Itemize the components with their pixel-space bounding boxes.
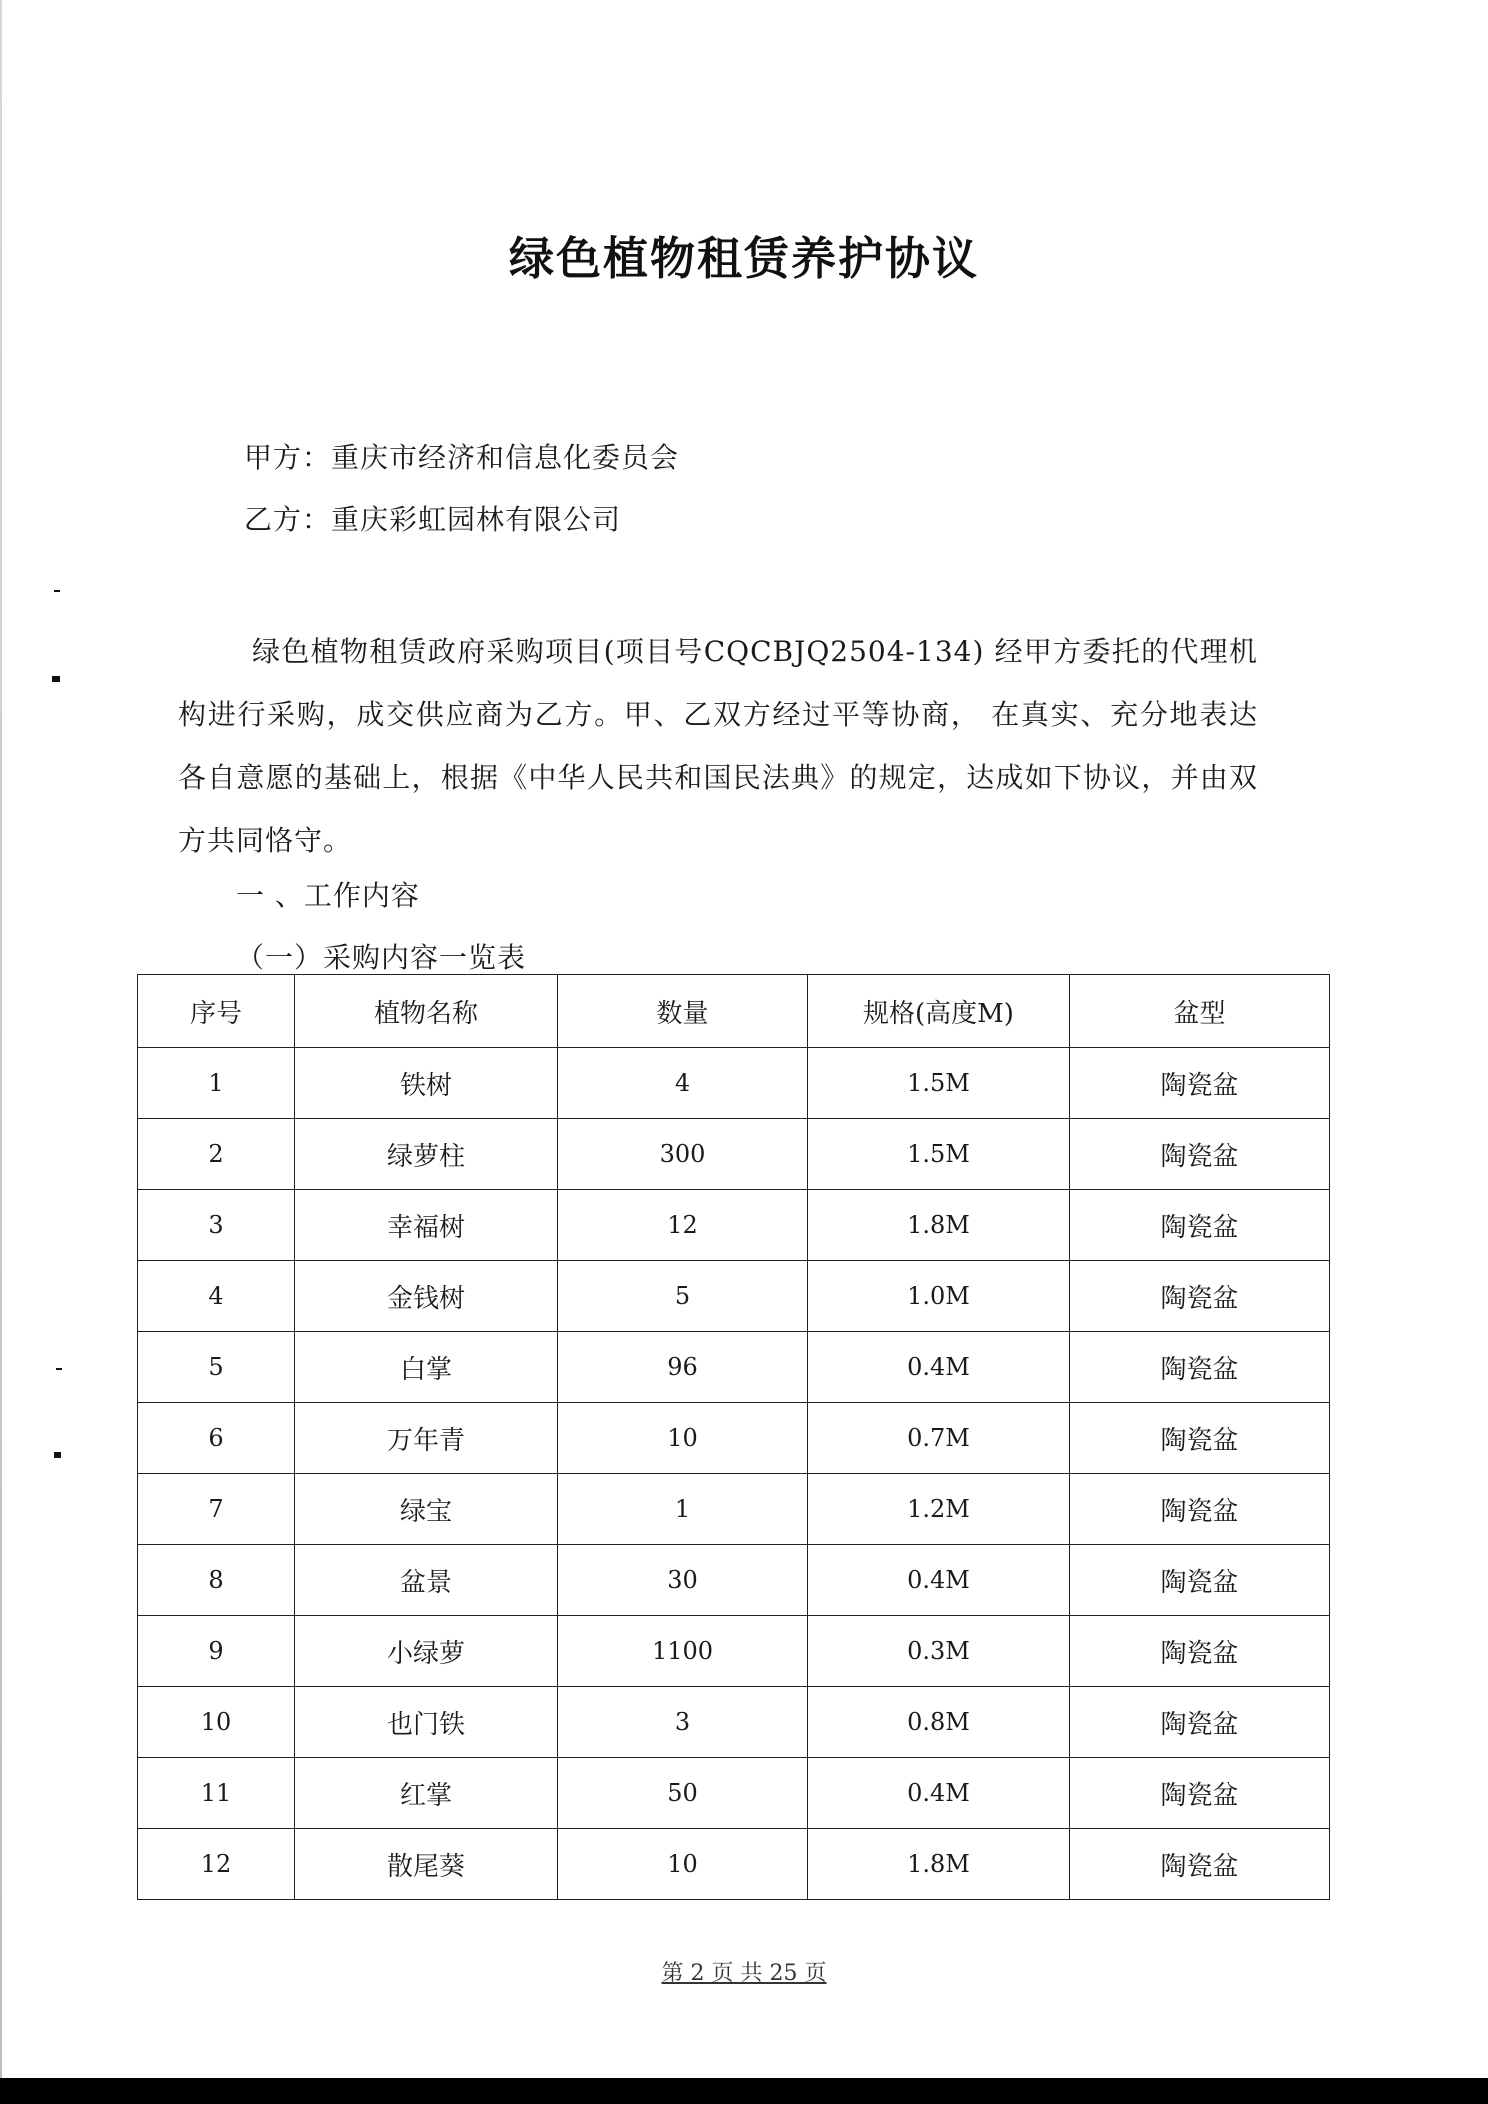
cell-quantity: 96: [558, 1332, 808, 1403]
cell-pot-type: 陶瓷盆: [1070, 1687, 1330, 1758]
cell-index: 9: [138, 1616, 295, 1687]
cell-spec: 1.5M: [808, 1048, 1070, 1119]
cell-quantity: 300: [558, 1119, 808, 1190]
cell-plant-name: 金钱树: [295, 1261, 558, 1332]
cell-quantity: 1100: [558, 1616, 808, 1687]
cell-quantity: 30: [558, 1545, 808, 1616]
scan-mark: [54, 1452, 61, 1458]
cell-quantity: 4: [558, 1048, 808, 1119]
cell-plant-name: 铁树: [295, 1048, 558, 1119]
document-title: 绿色植物租赁养护协议: [508, 232, 979, 285]
table-row: [138, 1474, 1330, 1545]
table-row: [138, 1758, 1330, 1829]
cell-pot-type: 陶瓷盆: [1070, 1261, 1330, 1332]
table-row: [138, 1545, 1330, 1616]
cell-pot-type: 陶瓷盆: [1070, 1332, 1330, 1403]
cell-spec: 0.4M: [808, 1758, 1070, 1829]
page-footer: 第 2 页 共 25 页: [661, 1961, 827, 1986]
cell-plant-name: 小绿萝: [295, 1616, 558, 1687]
scan-mark: [52, 676, 60, 682]
cell-quantity: 10: [558, 1829, 808, 1900]
cell-quantity: 10: [558, 1403, 808, 1474]
cell-plant-name: 红掌: [295, 1758, 558, 1829]
cell-pot-type: 陶瓷盆: [1070, 1758, 1330, 1829]
scan-mark: [56, 1368, 62, 1370]
section-heading: 一 、工作内容: [236, 879, 420, 912]
table-row: [138, 1687, 1330, 1758]
table-row: [138, 1616, 1330, 1687]
cell-plant-name: 盆景: [295, 1545, 558, 1616]
cell-pot-type: 陶瓷盆: [1070, 1474, 1330, 1545]
cell-quantity: 1: [558, 1474, 808, 1545]
cell-quantity: 50: [558, 1758, 808, 1829]
cell-index: 4: [138, 1261, 295, 1332]
cell-plant-name: 白掌: [295, 1332, 558, 1403]
cell-spec: 1.2M: [808, 1474, 1070, 1545]
cell-index: 5: [138, 1332, 295, 1403]
cell-spec: 0.7M: [808, 1403, 1070, 1474]
cell-quantity: 12: [558, 1190, 808, 1261]
cell-pot-type: 陶瓷盆: [1070, 1403, 1330, 1474]
procurement-table: [137, 974, 1330, 1900]
header-index: 序号: [138, 975, 295, 1048]
cell-index: 2: [138, 1119, 295, 1190]
table-row: [138, 1048, 1330, 1119]
header-plant-name: 植物名称: [295, 975, 558, 1048]
cell-spec: 1.5M: [808, 1119, 1070, 1190]
table-row: [138, 1829, 1330, 1900]
cell-spec: 0.8M: [808, 1687, 1070, 1758]
cell-spec: 1.0M: [808, 1261, 1070, 1332]
cell-spec: 0.4M: [808, 1332, 1070, 1403]
cell-pot-type: 陶瓷盆: [1070, 1119, 1330, 1190]
cell-index: 3: [138, 1190, 295, 1261]
cell-spec: 0.4M: [808, 1545, 1070, 1616]
cell-pot-type: 陶瓷盆: [1070, 1545, 1330, 1616]
intro-paragraph: 绿色植物租赁政府采购项目(项目号CQCBJQ2504-134) 经甲方委托的代理机构进行采购，成交供应商为乙方。甲、乙双方经过平等协商， 在真实、充分地表达各自意愿的基础上，根据《中华人民共和国民法典》的规定，达成如下协议，并由双方共同恪守。: [178, 635, 1258, 857]
cell-index: 7: [138, 1474, 295, 1545]
cell-quantity: 3: [558, 1687, 808, 1758]
cell-plant-name: 幸福树: [295, 1190, 558, 1261]
cell-index: 8: [138, 1545, 295, 1616]
header-pot-type: 盆型: [1070, 975, 1330, 1048]
cell-quantity: 5: [558, 1261, 808, 1332]
cell-plant-name: 散尾葵: [295, 1829, 558, 1900]
cell-plant-name: 也门铁: [295, 1687, 558, 1758]
table-row: [138, 1119, 1330, 1190]
cell-pot-type: 陶瓷盆: [1070, 1616, 1330, 1687]
cell-pot-type: 陶瓷盆: [1070, 1048, 1330, 1119]
cell-pot-type: 陶瓷盆: [1070, 1190, 1330, 1261]
cell-index: 11: [138, 1758, 295, 1829]
cell-spec: 0.3M: [808, 1616, 1070, 1687]
cell-spec: 1.8M: [808, 1190, 1070, 1261]
scan-edge: [0, 0, 2, 2080]
header-spec: 规格(高度M): [808, 975, 1070, 1048]
cell-index: 6: [138, 1403, 295, 1474]
cell-index: 12: [138, 1829, 295, 1900]
party-a: 甲方：重庆市经济和信息化委员会: [244, 441, 680, 474]
cell-index: 10: [138, 1687, 295, 1758]
header-quantity: 数量: [558, 975, 808, 1048]
cell-spec: 1.8M: [808, 1829, 1070, 1900]
table-header-row: [138, 975, 1330, 1048]
cell-index: 1: [138, 1048, 295, 1119]
cell-pot-type: 陶瓷盆: [1070, 1829, 1330, 1900]
table-row: [138, 1190, 1330, 1261]
table-row: [138, 1332, 1330, 1403]
cell-plant-name: 绿宝: [295, 1474, 558, 1545]
cell-plant-name: 万年青: [295, 1403, 558, 1474]
party-b: 乙方：重庆彩虹园林有限公司: [244, 503, 622, 536]
cell-plant-name: 绿萝柱: [295, 1119, 558, 1190]
subsection-heading: （一）采购内容一览表: [236, 941, 527, 974]
scan-mark: [54, 590, 60, 592]
table-row: [138, 1261, 1330, 1332]
table-row: [138, 1403, 1330, 1474]
scan-bottom-bar: [0, 2078, 1488, 2104]
